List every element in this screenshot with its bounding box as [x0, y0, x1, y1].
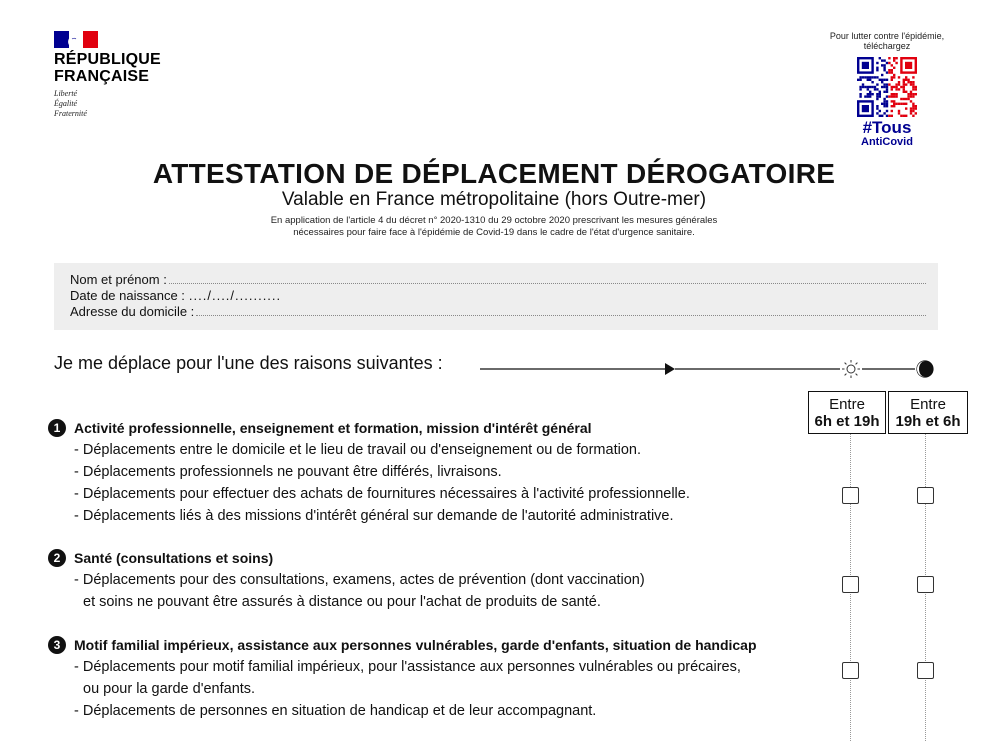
- address-label: Adresse du domicile :: [70, 304, 195, 319]
- section-1-night-checkbox[interactable]: [917, 487, 934, 504]
- section-2-line: - Déplacements pour des consultations, examens, actes de prévention (dont vaccination): [74, 572, 645, 588]
- moon-icon: [917, 361, 933, 377]
- republique-francaise-logo: [54, 31, 161, 119]
- name-field[interactable]: [70, 272, 938, 288]
- name-fill-line[interactable]: [169, 283, 926, 284]
- address-fill-line[interactable]: [196, 315, 926, 316]
- section-2-title: 2 Santé (consultations et soins): [48, 549, 273, 567]
- section-1-day-checkbox[interactable]: [842, 487, 859, 504]
- section-3-day-checkbox[interactable]: [842, 662, 859, 679]
- section-2-line: et soins ne pouvant être assurés à distance ou pour l'achat de produits de santé.: [83, 594, 601, 610]
- legal-notice: En application de l'article 4 du décret n° 2020-1310 du 29 octobre 2020 prescrivant les mesures générales nécessaires pour faire face à l'épidémie de Covid-19 dans le cadre de l'état d'urgence sanitaire.: [270, 215, 718, 238]
- page-title: ATTESTATION DE DÉPLACEMENT DÉROGATOIRE: [152, 158, 836, 189]
- section-number-badge: 2: [48, 549, 66, 567]
- section-number-badge: 1: [48, 419, 66, 437]
- qr-caption: Pour lutter contre l'épidémie, téléchargez: [829, 31, 945, 51]
- section-3-title: 3 Motif familial impérieux, assistance aux personnes vulnérables, garde d'enfants, situation de handicap: [48, 636, 757, 654]
- section-1-title: 1 Activité professionnelle, enseignement et formation, mission d'intérêt général: [48, 419, 592, 437]
- sun-icon: [842, 360, 860, 378]
- section-3-line: - Déplacements de personnes en situation de handicap et de leur accompagnant.: [74, 703, 597, 719]
- qr-code-icon[interactable]: [857, 57, 917, 117]
- section-2-night-checkbox[interactable]: [917, 576, 934, 593]
- section-2-day-checkbox[interactable]: [842, 576, 859, 593]
- page-subtitle: Valable en France métropolitaine (hors Outre-mer): [281, 189, 707, 210]
- section-number-badge: 3: [48, 636, 66, 654]
- marianne-profile-icon: [63, 33, 85, 46]
- anticovid-promo: [812, 31, 962, 148]
- logo-devise: Liberté Égalité Fraternité: [54, 89, 87, 118]
- marianne-flag-icon: [54, 31, 98, 48]
- section-1-line: - Déplacements pour effectuer des achats de fournitures nécessaires à l'activité professionnelle.: [74, 486, 690, 502]
- reasons-heading: Je me déplace pour l'une des raisons suivantes :: [54, 353, 443, 373]
- birthdate-field[interactable]: [70, 288, 938, 304]
- address-field[interactable]: [70, 304, 938, 320]
- identity-box: [54, 263, 938, 330]
- logo-title: RÉPUBLIQUE FRANÇAISE: [54, 51, 161, 85]
- section-3-night-checkbox[interactable]: [917, 662, 934, 679]
- reasons-arrow-icon: [0, 352, 988, 382]
- column-header-day: Entre 6h et 19h: [808, 391, 886, 434]
- tous-anticovid-tag: #Tous: [862, 118, 912, 137]
- section-1-line: - Déplacements professionnels ne pouvant être différés, livraisons.: [74, 464, 502, 480]
- section-3-line: ou pour la garde d'enfants.: [83, 681, 256, 697]
- section-3-line: - Déplacements pour motif familial impérieux, pour l'assistance aux personnes vulnérables ou précaires,: [74, 659, 741, 675]
- name-label: Nom et prénom :: [70, 272, 167, 287]
- anticovid-app-name: AntiCovid: [861, 136, 913, 148]
- birthdate-label: Date de naissance :: [70, 288, 185, 303]
- birthdate-value[interactable]: ..../..../..........: [188, 288, 282, 303]
- column-header-night: Entre 19h et 6h: [888, 391, 968, 434]
- section-1-line: - Déplacements entre le domicile et le lieu de travail ou d'enseignement ou de formation.: [74, 442, 641, 458]
- section-1-line: - Déplacements liés à des missions d'intérêt général sur demande de l'autorité administrative.: [74, 508, 674, 524]
